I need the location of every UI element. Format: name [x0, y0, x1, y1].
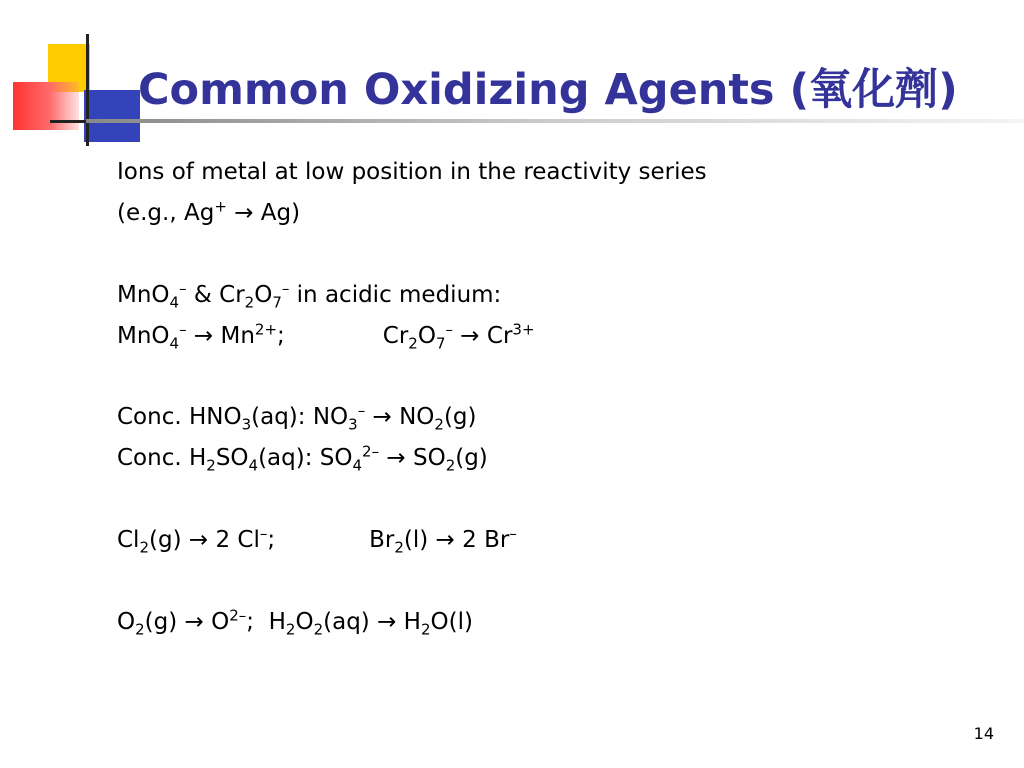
line-permanganate-dichromate-acidic: MnO$_4$– & $Cr_2O_7^-$ in acidic medium: — [117, 279, 502, 312]
line-oxygen-peroxide: $O_2(g) \to O^{2-}$; $H_2O_2(aq) \to H_2O(l)$ — [117, 606, 473, 639]
line-conc-sulfuric-acid: Conc. $H_2SO_4(aq)$: $SO_4^{2-} \to SO_2(g)$ — [117, 442, 488, 475]
page-number: 14 — [973, 724, 994, 743]
line-halogens: $Cl_2(g) \to 2$ Cl–; $Br_2(l) \to 2$ Br– — [117, 524, 517, 557]
line-silver-example: (e.g., Ag+ → Ag) — [117, 197, 301, 226]
line-conc-nitric-acid: Conc. $HNO_3(aq)$: $NO_3^- \to NO_2(g)$ — [117, 401, 477, 434]
slide-logo-decoration — [0, 0, 140, 150]
logo-vertical-line — [86, 34, 89, 146]
line-ions-of-metal: Ions of metal at low position in the reactivity series — [117, 159, 707, 185]
slide-title: Common Oxidizing Agents (氧化劑) — [138, 65, 958, 115]
logo-blue-square — [84, 90, 140, 142]
title-underline-rule — [86, 119, 1024, 123]
line-permanganate-dichromate-reductions: $MnO_4^- \to Mn^{2+}$; $Cr_2O_7^- \to Cr^{3+}$ — [117, 320, 535, 353]
